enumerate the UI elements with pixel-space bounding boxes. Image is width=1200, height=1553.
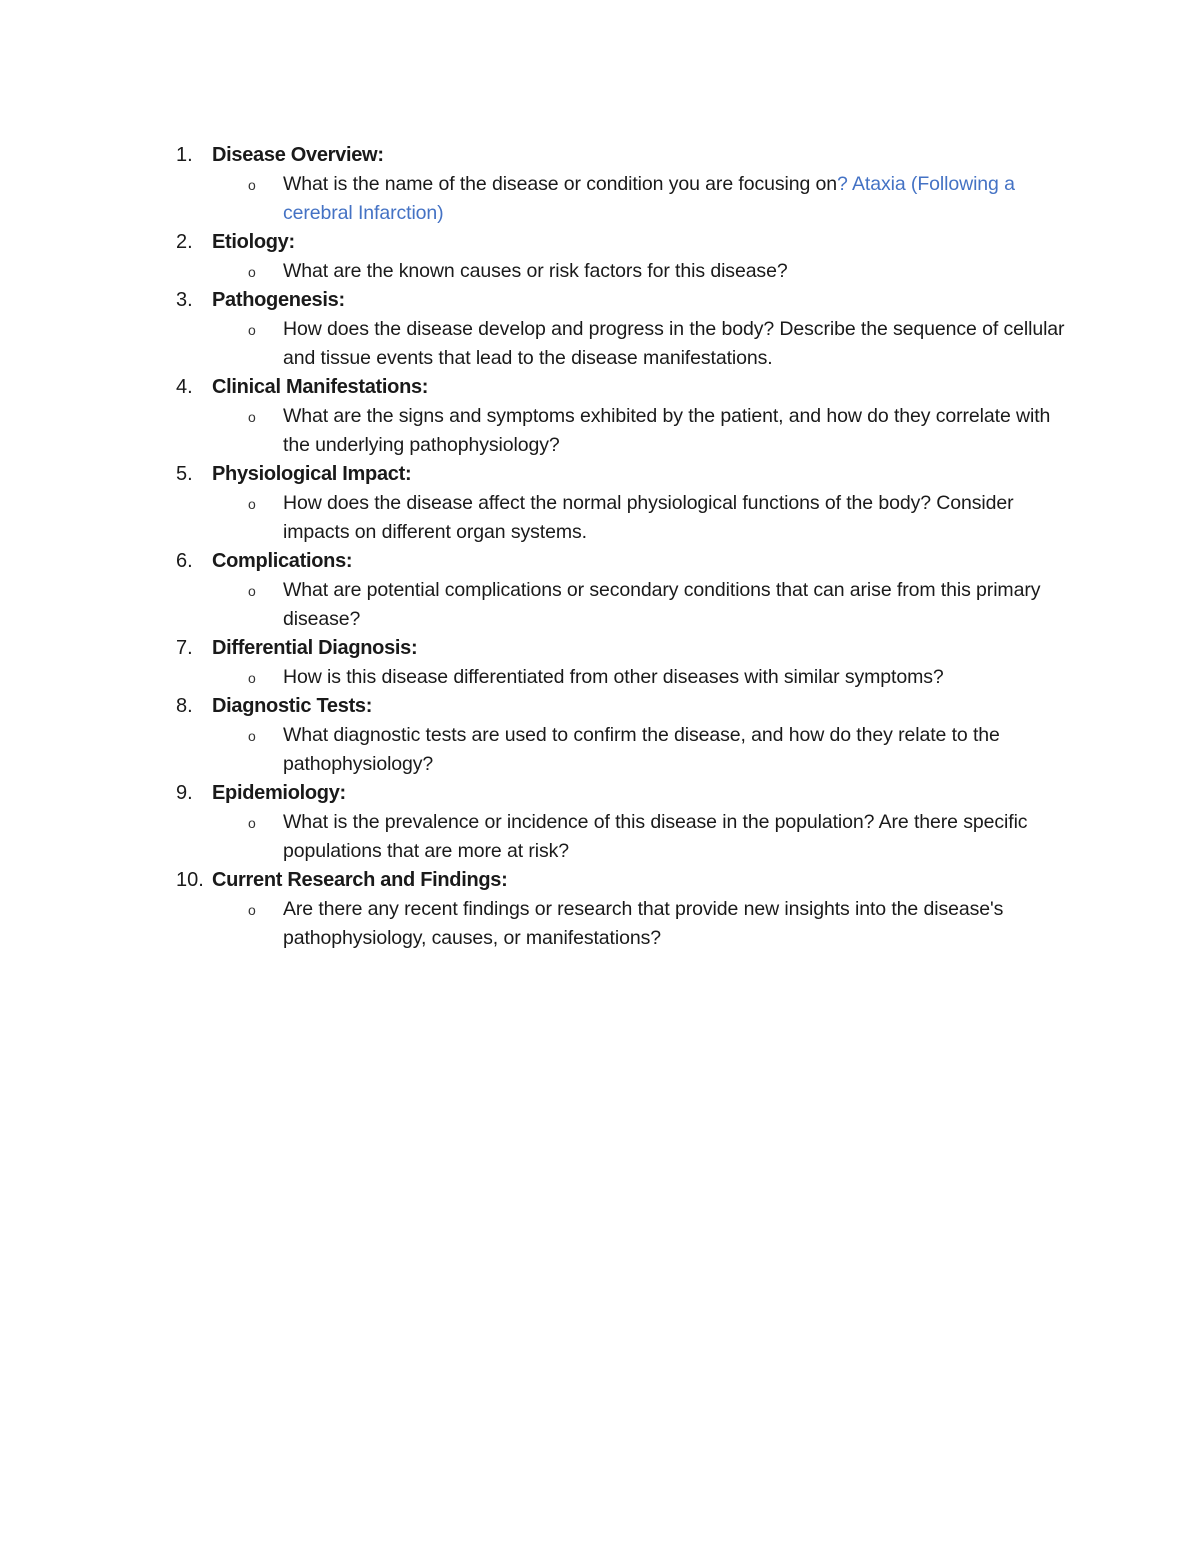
question-text: How does the disease develop and progress in the body? Describe the sequence of cellular and tissue events that lead to the disease manifestations.	[283, 318, 1065, 369]
item-number: 8.	[176, 695, 193, 717]
question-text: What diagnostic tests are used to confirm the disease, and how do they relate to the pathophysiology?	[283, 724, 1000, 775]
item-title: Disease Overview:	[212, 144, 384, 166]
item-number: 9.	[176, 782, 193, 804]
item-heading	[176, 692, 1076, 721]
hollow-bullet-icon: o	[248, 264, 256, 280]
outline-item-disease-overview	[176, 141, 1076, 228]
item-title: Diagnostic Tests:	[212, 695, 373, 717]
outline-item-current-research	[176, 866, 1076, 953]
item-title: Epidemiology:	[212, 782, 346, 804]
sub-question	[176, 257, 1076, 286]
question-text: Are there any recent findings or research that provide new insights into the disease's pathophysiology, causes, or manifestations?	[283, 898, 1004, 949]
outline-item-diagnostic-tests	[176, 692, 1076, 779]
item-heading	[176, 547, 1076, 576]
hollow-bullet-icon: o	[248, 409, 256, 425]
hollow-bullet-icon: o	[248, 583, 256, 599]
item-heading	[176, 286, 1076, 315]
item-heading	[176, 866, 1076, 895]
sub-question	[176, 402, 1076, 460]
hollow-bullet-icon: o	[248, 322, 256, 338]
question-text: How is this disease differentiated from other diseases with similar symptoms?	[283, 666, 944, 688]
sub-question	[176, 489, 1076, 547]
item-heading	[176, 634, 1076, 663]
sub-question	[176, 170, 1076, 228]
item-heading	[176, 460, 1076, 489]
hollow-bullet-icon: o	[248, 728, 256, 744]
outline-item-epidemiology	[176, 779, 1076, 866]
answer-text: ? Ataxia (Following a cerebral Infarction)	[283, 173, 1015, 224]
item-title: Clinical Manifestations:	[212, 376, 429, 398]
outline-item-differential-diagnosis	[176, 634, 1076, 692]
item-title: Current Research and Findings:	[212, 869, 508, 891]
item-title: Complications:	[212, 550, 353, 572]
item-number: 2.	[176, 231, 193, 253]
sub-question	[176, 663, 1076, 692]
item-title: Pathogenesis:	[212, 289, 345, 311]
outline-item-clinical-manifestations	[176, 373, 1076, 460]
item-number: 7.	[176, 637, 193, 659]
sub-question	[176, 808, 1076, 866]
item-heading	[176, 373, 1076, 402]
question-text: What is the prevalence or incidence of this disease in the population? Are there specific populations that are more at risk?	[283, 811, 1028, 862]
outline-item-complications	[176, 547, 1076, 634]
item-title: Physiological Impact:	[212, 463, 412, 485]
item-title: Etiology:	[212, 231, 295, 253]
item-number: 10.	[176, 869, 204, 891]
item-number: 6.	[176, 550, 193, 572]
hollow-bullet-icon: o	[248, 177, 256, 193]
question-text: How does the disease affect the normal physiological functions of the body? Consider impacts on different organ systems.	[283, 492, 1014, 543]
item-heading	[176, 141, 1076, 170]
question-text: What is the name of the disease or condition you are focusing on	[283, 173, 838, 195]
question-text: What are potential complications or secondary conditions that can arise from this primary disease?	[283, 579, 1041, 630]
sub-question	[176, 895, 1076, 953]
hollow-bullet-icon: o	[248, 902, 256, 918]
outline-item-pathogenesis	[176, 286, 1076, 373]
item-number: 1.	[176, 144, 193, 166]
sub-question	[176, 576, 1076, 634]
item-number: 5.	[176, 463, 193, 485]
item-number: 4.	[176, 376, 193, 398]
question-text: What are the signs and symptoms exhibited by the patient, and how do they correlate with the underlying pathophysiology?	[283, 405, 1051, 456]
hollow-bullet-icon: o	[248, 496, 256, 512]
item-title: Differential Diagnosis:	[212, 637, 418, 659]
item-heading	[176, 779, 1076, 808]
hollow-bullet-icon: o	[248, 815, 256, 831]
sub-question	[176, 315, 1076, 373]
sub-question	[176, 721, 1076, 779]
hollow-bullet-icon: o	[248, 670, 256, 686]
item-heading	[176, 228, 1076, 257]
item-number: 3.	[176, 289, 193, 311]
question-text: What are the known causes or risk factors for this disease?	[283, 260, 788, 282]
outline-item-etiology	[176, 228, 1076, 286]
outline-item-physiological-impact	[176, 460, 1076, 547]
question-outline	[176, 141, 1076, 953]
